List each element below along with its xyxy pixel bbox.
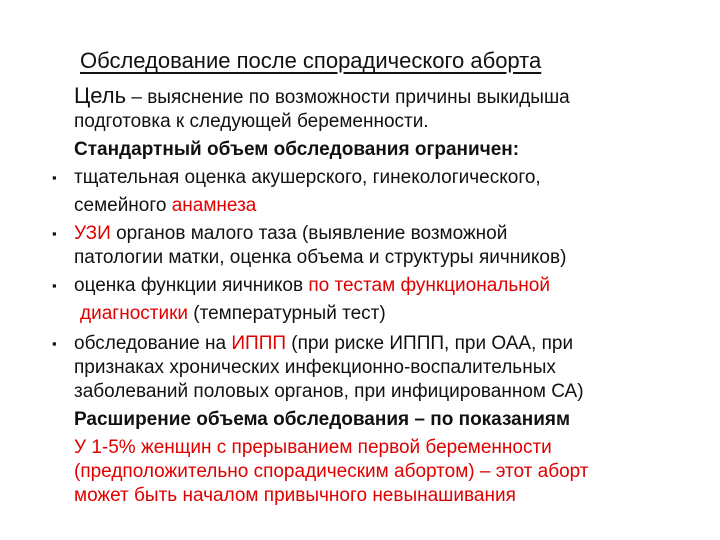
bullet-3-text: оценка функции яичников [74, 275, 309, 296]
bullet-3-line-2 [80, 302, 386, 326]
bullet-3-text-cont: (температурный тест) [188, 303, 386, 324]
bullet-2-line-1 [74, 222, 507, 246]
square-bullet-icon: ▪ [52, 170, 57, 185]
bullet-3-highlight-cont: диагностики [80, 303, 188, 324]
bullet-1-text: семейного [74, 195, 172, 216]
bullet-4-line-2: признаках хронических инфекционно-воспалительных [74, 357, 556, 378]
bullet-1-line-2 [74, 194, 256, 218]
slide-title: Обследование после спорадического аборта [80, 48, 542, 73]
bullet-2-line-2: патологии матки, оценка объема и структуры яичников) [74, 247, 567, 268]
square-bullet-icon: ▪ [52, 226, 57, 241]
conclusion-line-3: может быть началом привычного невынашивания [74, 485, 516, 506]
bullet-4-highlight: ИППП [231, 333, 286, 354]
bullet-4-line-3: заболеваний половых органов, при инфицированном СА) [74, 381, 584, 402]
extended-heading: Расширение объема обследования – по показаниям [74, 409, 571, 430]
bullet-4-text: обследование на [74, 333, 232, 354]
bullet-3-line-1 [74, 274, 550, 298]
standard-heading: Стандартный объем обследования ограничен: [74, 139, 520, 160]
bullet-2-highlight: УЗИ [74, 223, 111, 244]
bullet-1-highlight: анамнеза [171, 195, 257, 216]
square-bullet-icon: ▪ [52, 278, 57, 293]
goal-label: Цель [74, 83, 127, 108]
square-bullet-icon: ▪ [52, 336, 57, 351]
bullet-3-highlight: по тестам функциональной [308, 275, 550, 296]
conclusion-line-2: (предположительно спорадическим абортом) – этот аборт [74, 461, 589, 482]
goal-line-1 [74, 84, 570, 110]
bullet-2-text: органов малого таза (выявление возможной [110, 223, 508, 244]
goal-text: – выяснение по возможности причины выкидыша [126, 87, 570, 108]
bullet-1-line-1: тщательная оценка акушерского, гинекологического, [74, 167, 541, 188]
bullet-4-line-1 [74, 332, 573, 356]
bullet-4-text-rest: (при риске ИППП, при ОАА, при [286, 333, 574, 354]
conclusion-line-1: У 1-5% женщин с прерыванием первой беременности [74, 437, 552, 458]
goal-line-2: подготовка к следующей беременности. [74, 111, 429, 132]
